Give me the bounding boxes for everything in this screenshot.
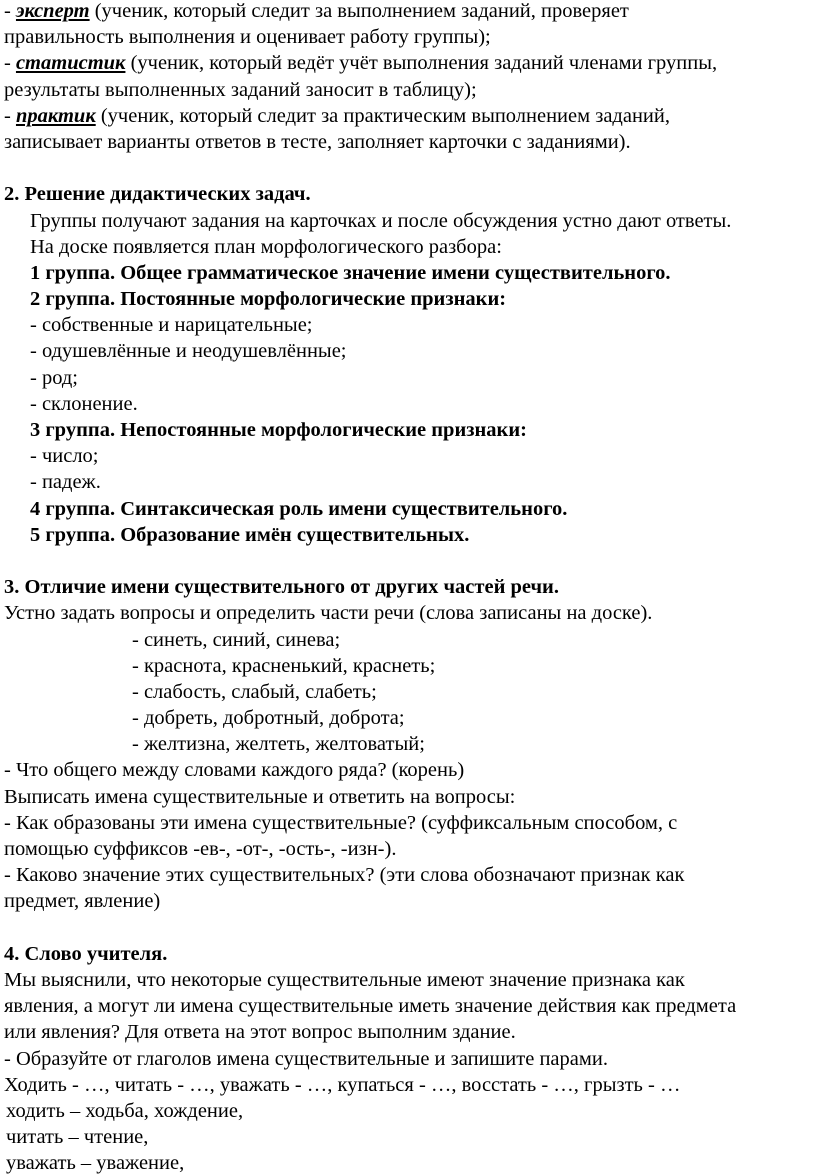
list-item: - собственные и нарицательные; <box>30 314 313 337</box>
question-line: - Каково значение этих существительных? (эти слова обозначают признак как <box>4 864 685 887</box>
task-line: Выписать имена существительные и ответить на вопросы: <box>4 785 516 808</box>
paragraph-line: На доске появляется план морфологического разбора: <box>30 235 502 258</box>
question-line-continued: помощью суффиксов -ев-, -от-, -ость-, -изн-). <box>4 838 397 860</box>
role-description: (ученик, который следит за практическим выполнением заданий, <box>95 104 670 127</box>
list-item: - одушевлённые и неодушевлённые; <box>30 340 347 363</box>
answer-line: уважать – уважение, <box>6 1152 185 1175</box>
answer-line: ходить – ходьба, хождение, <box>6 1099 244 1122</box>
role-term: эксперт <box>15 0 90 22</box>
paragraph-line: Ходить - …, читать - …, уважать - …, купаться - …, восстать - …, грызть - … <box>4 1073 681 1096</box>
word-row: - желтизна, желтеть, желтоватый; <box>132 733 425 756</box>
role-line-continued: результаты выполненных заданий заносит в таблицу); <box>4 78 477 101</box>
role-term: статистик <box>15 52 126 75</box>
role-line-continued: записывает варианты ответов в тесте, заполняет карточки с заданиями). <box>4 130 631 153</box>
paragraph-line: - Образуйте от глаголов имена существительные и запишите парами. <box>4 1047 608 1070</box>
list-item: - род; <box>30 366 78 389</box>
word-row: - синеть, синий, синева; <box>132 628 341 651</box>
group-heading: 2 группа. Постоянные морфологические признаки: <box>30 288 507 311</box>
paragraph-line: Мы выяснили, что некоторые существительные имеют значение признака как <box>4 968 685 991</box>
word-row: - добреть, добротный, доброта; <box>132 707 405 730</box>
word-row: - краснота, красненький, краснеть; <box>132 654 436 677</box>
role-description: (ученик, который следит за выполнением заданий, проверяет <box>89 0 629 22</box>
paragraph-line: Устно задать вопросы и определить части речи (слова записаны на доске). <box>4 602 653 625</box>
role-dash: - <box>4 52 16 75</box>
list-item: - падеж. <box>30 471 101 494</box>
list-item: - склонение. <box>30 392 138 415</box>
word-row: - слабость, слабый, слабеть; <box>132 680 377 703</box>
list-item: - число; <box>30 445 99 468</box>
answer-line: читать – чтение, <box>6 1126 149 1149</box>
role-line <box>4 103 816 129</box>
group-heading: 5 группа. Образование имён существительных. <box>30 523 470 546</box>
role-description: (ученик, который ведёт учёт выполнения заданий членами группы, <box>125 52 718 75</box>
blank-line <box>4 548 816 574</box>
section-heading: 4. Слово учителя. <box>4 942 168 965</box>
question-line: - Что общего между словами каждого ряда? (корень) <box>4 759 465 782</box>
paragraph-line: явления, а могут ли имена существительные иметь значение действия как предмета <box>4 995 737 1018</box>
role-dash: - <box>4 104 16 127</box>
role-line <box>4 0 816 24</box>
group-heading: 4 группа. Синтаксическая роль имени существительного. <box>30 497 568 520</box>
paragraph-line: или явления? Для ответа на этот вопрос выполним здание. <box>4 1021 516 1044</box>
question-line: - Как образованы эти имена существительные? (суффиксальным способом, с <box>4 811 678 834</box>
question-line-continued: предмет, явление) <box>4 890 161 913</box>
role-line-continued: правильность выполнения и оценивает работу группы); <box>4 26 491 49</box>
blank-line <box>4 915 816 941</box>
paragraph-line: Группы получают задания на карточках и после обсуждения устно дают ответы. <box>30 209 732 232</box>
role-dash: - <box>4 0 16 22</box>
group-heading: 1 группа. Общее грамматическое значение имени существительного. <box>30 261 671 284</box>
blank-line <box>4 155 816 181</box>
section-heading: 2. Решение дидактических задач. <box>4 183 311 206</box>
section-heading: 3. Отличие имени существительного от других частей речи. <box>4 576 559 599</box>
group-heading: 3 группа. Непостоянные морфологические признаки: <box>30 419 528 441</box>
role-term: практик <box>15 104 96 127</box>
role-line <box>4 50 816 76</box>
